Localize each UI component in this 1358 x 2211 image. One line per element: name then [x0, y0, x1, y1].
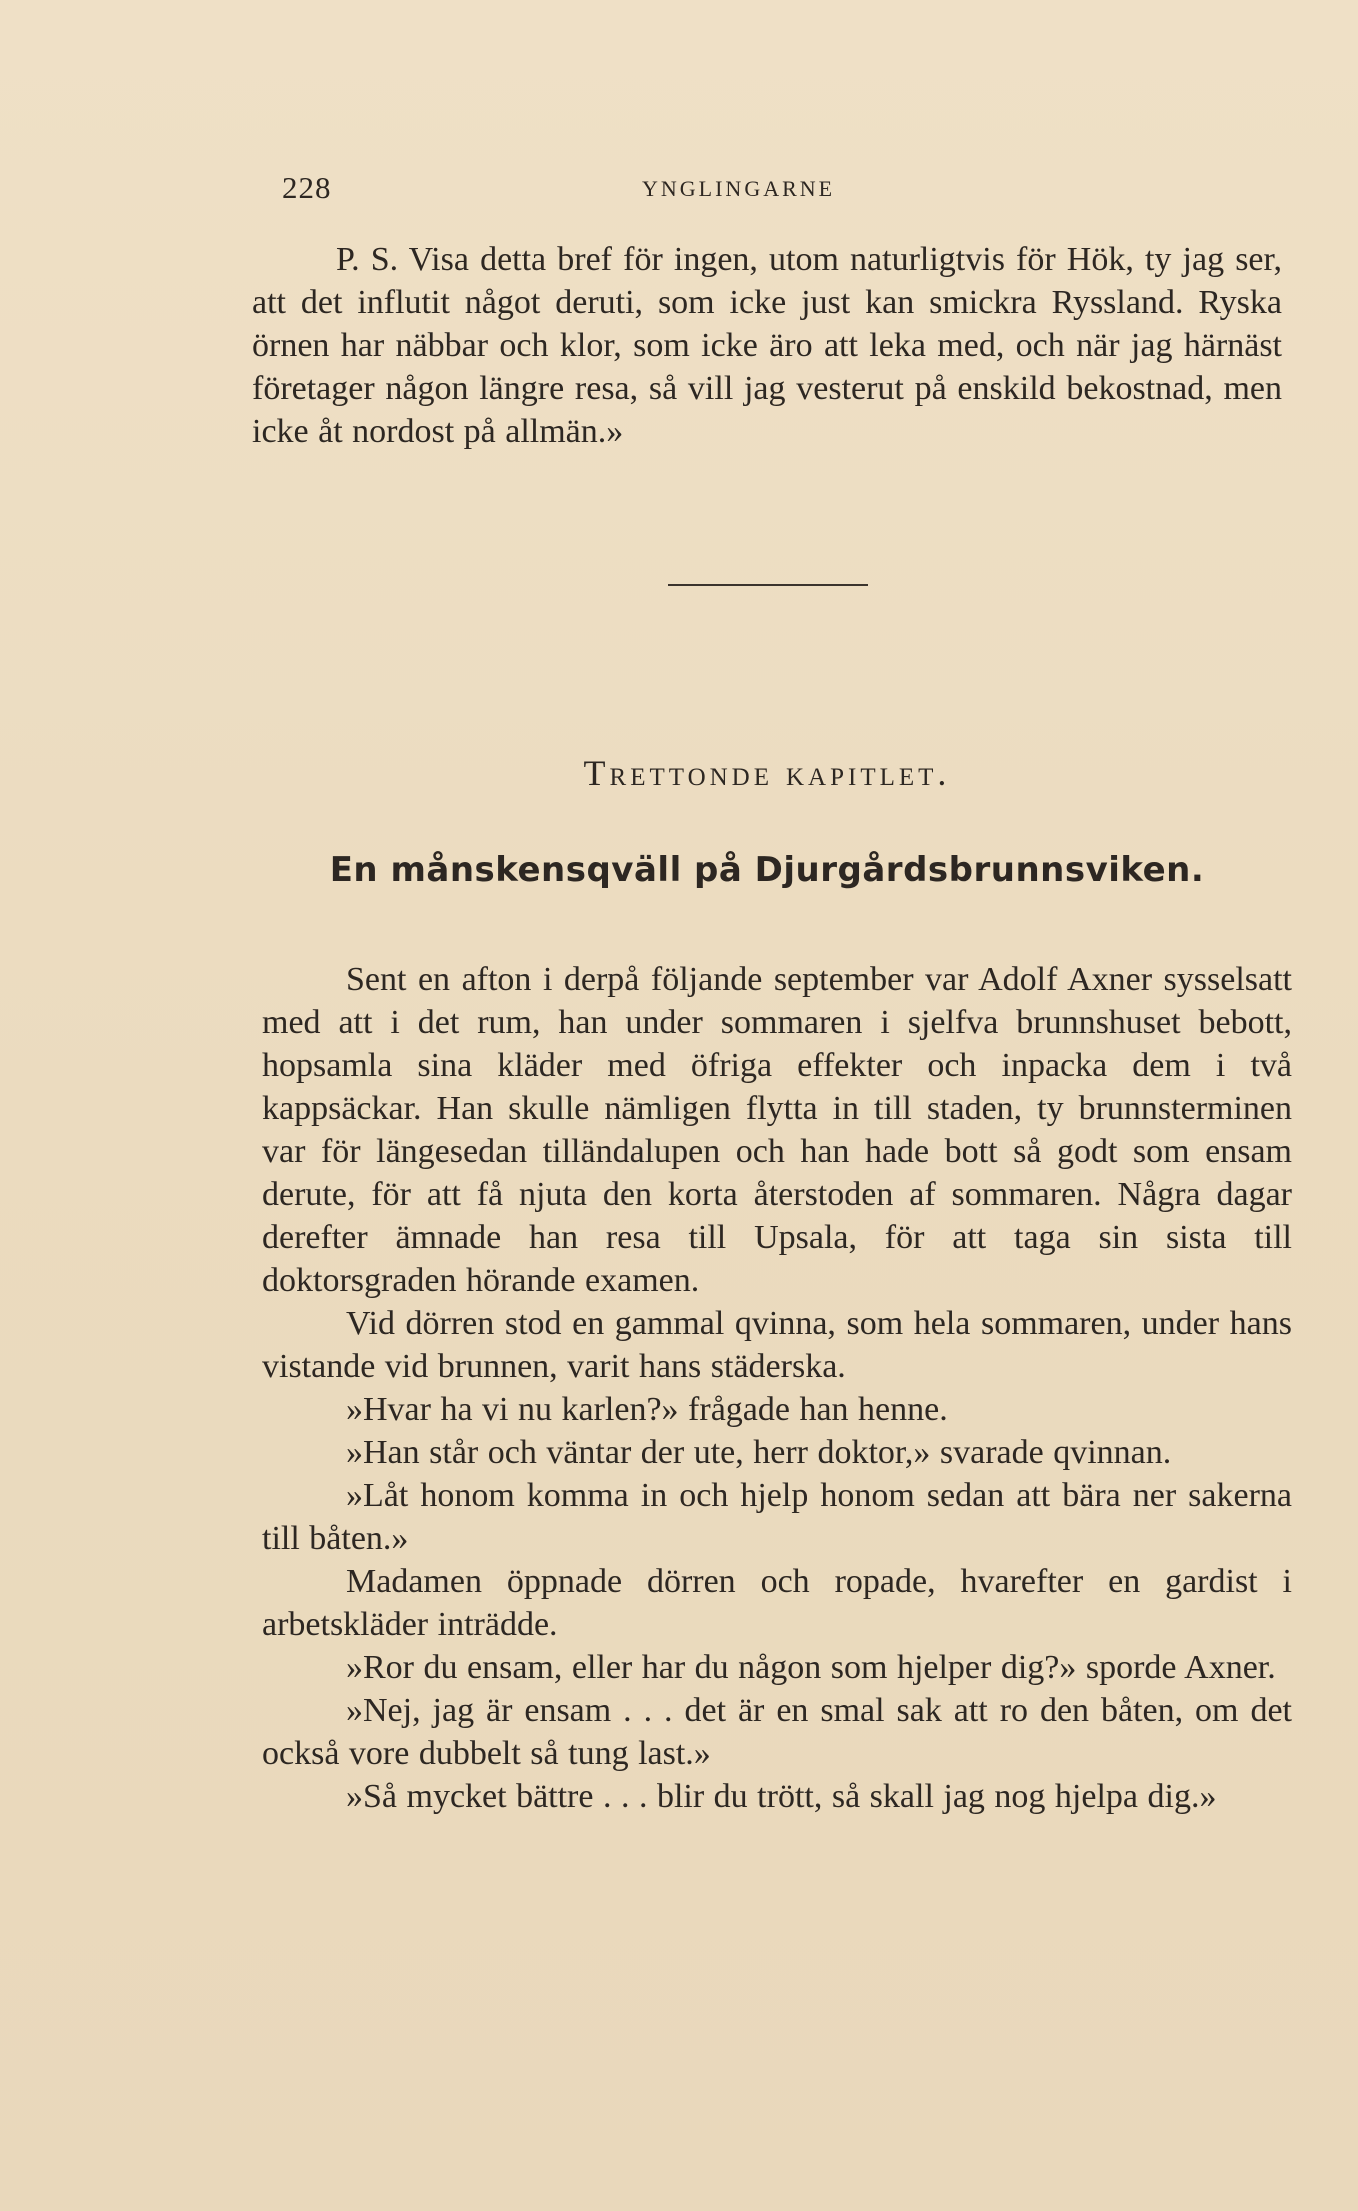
body-paragraph: »Han står och väntar der ute, herr doktor,» svarade qvinnan. — [346, 1434, 1172, 1471]
chapter-heading: Trettonde kapitlet. — [583, 753, 951, 793]
body-paragraph: Sent en afton i derpå följande september var Adolf Axner sysselsatt med att i det rum, han under sommaren i sjelfva brunnshuset bebott, hopsamla sina kläder med öfriga effekter och inpacka dem i två kappsäckar. Han skulle nämligen flytta in till staden, ty brunnsterminen var för längesedan tilländalupen och han hade bott så godt som ensam derute, för att få njuta den korta återstoden af sommaren. Några dagar derefter ämnade han resa till Upsala, för att taga sin sista till doktorsgraden hörande examen. — [262, 961, 1292, 1299]
body-paragraph: »Nej, jag är ensam . . . det är en smal sak att ro den båten, om det också vore dubbelt så tung last.» — [262, 1692, 1292, 1772]
running-header — [282, 170, 1272, 210]
body-paragraph: »Ror du ensam, eller har du någon som hjelper dig?» sporde Axner. — [346, 1649, 1276, 1686]
section-divider — [668, 584, 868, 586]
postscript-paragraph: P. S. Visa detta bref för ingen, utom naturligtvis för Hök, ty jag ser, att det influtit något deruti, som icke just kan smickra Ryssland. Ryska örnen har näbbar och klor, som icke äro att leka med, och när jag härnäst företager någon längre resa, så vill jag vesterut på enskild bekostnad, men icke åt nordost på allmän.» — [252, 241, 1282, 450]
chapter-body — [262, 958, 1292, 1818]
body-paragraph: Vid dörren stod en gammal qvinna, som hela sommaren, under hans vistande vid brunnen, varit hans städerska. — [262, 1305, 1292, 1385]
body-paragraph: Madamen öppnade dörren och ropade, hvarefter en gardist i arbetskläder inträdde. — [262, 1563, 1292, 1643]
body-paragraph: »Så mycket bättre . . . blir du trött, så skall jag nog hjelpa dig.» — [346, 1778, 1217, 1815]
chapter-subtitle: En månskensqväll på Djurgårdsbrunnsviken. — [329, 850, 1205, 890]
running-title: YNGLINGARNE — [642, 176, 836, 201]
body-paragraph: »Hvar ha vi nu karlen?» frågade han henne. — [346, 1391, 948, 1428]
body-paragraph: »Låt honom komma in och hjelp honom sedan att bära ner sakerna till båten.» — [262, 1477, 1292, 1557]
postscript-block — [252, 238, 1282, 453]
page-number: 228 — [282, 170, 332, 205]
